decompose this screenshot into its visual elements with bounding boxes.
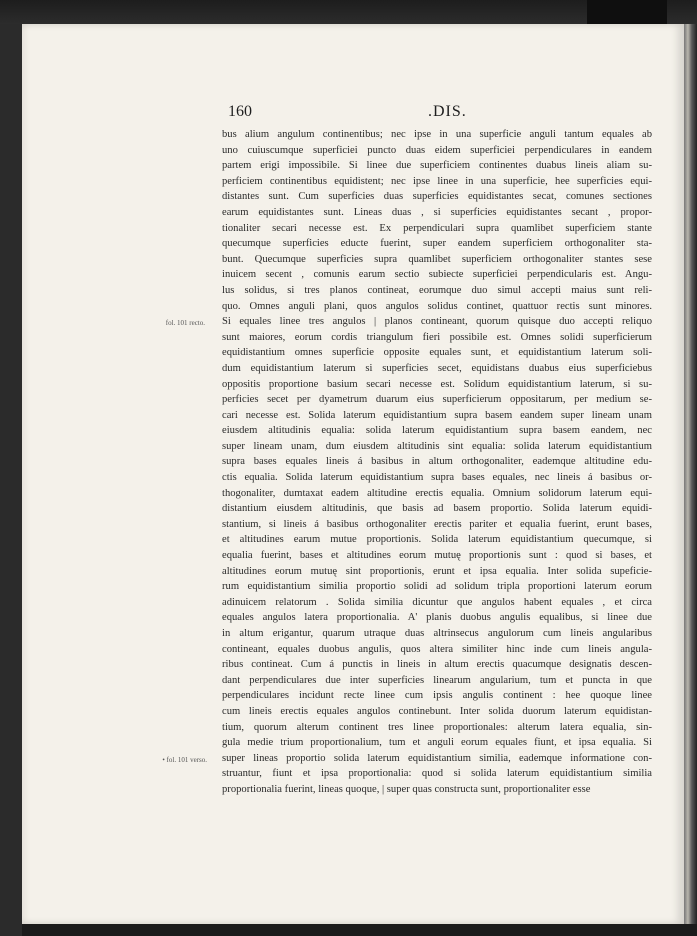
text-line: in altum erigantur, quarum utraque duas altrinsecus angulorum cum lineis angularibus bbox=[222, 628, 652, 639]
text-line: lus solidus, si tres planos contineat, eorumque duo simul accepti maius sunt reli- bbox=[222, 284, 652, 296]
page-number: 160 bbox=[228, 103, 252, 120]
text-line: equidistantium omnes superficie opposite equales sunt, et equidistantium laterum soli- bbox=[222, 347, 652, 359]
text-line: distantium eiusdem altitudinis, que basis ad basem proportio. Solida laterum equidi- bbox=[222, 503, 652, 515]
scan-background-bottom bbox=[22, 924, 697, 936]
text-line: perficies secet per dyametrum duarum eius superficierum oppositarum, per medium se- bbox=[222, 394, 652, 406]
text-line: supra bases equales lineis á basibus in altum orthogonaliter, eademque altitudine edu- bbox=[222, 456, 652, 468]
text-line: bunt. Quecumque superficies supra quamlibet superficiem orthogonaliter stantes sese bbox=[222, 253, 652, 265]
text-line: quecumque superficies educte fuerint, super eandem superficiem orthogonaliter sta- bbox=[222, 238, 652, 250]
text-line: super lineas proportio solida laterum equidistantium similia, eademque informatione con- bbox=[222, 752, 652, 764]
text-line: proportionalia fuerint, lineas quoque, | super quas constructa sunt, proportionaliter esse bbox=[222, 783, 591, 795]
text-line: bus alium angulum continentibus; nec ipse in una superficie anguli tantum equales ab bbox=[222, 129, 652, 140]
text-line: partem erigi impossibile. Si linee due superficiem continentes duabus lineis aliam su- bbox=[222, 160, 652, 172]
text-line: et altitudines earum mutue proportionis. Solida laterum equidistantium quecumque, si bbox=[222, 534, 652, 546]
text-line: sunt maiores, eorum cordis triangulum fieri possibile est. Omnes solidi superficierum bbox=[222, 331, 652, 343]
scan-dark-strip bbox=[587, 0, 667, 24]
text-line: super lineam unam, dum eiusdem altitudinis sint equalia: solida laterum equidistantium bbox=[222, 440, 652, 452]
text-line: gula medie trium proportionalium, tum et anguli eorum equales fiunt, et ipsa equalia. Si bbox=[222, 737, 652, 749]
text-line: inuicem secent , comunis earum sectio subiecte superficiei perpendicularis est. Angu- bbox=[222, 269, 652, 281]
page-edge bbox=[684, 24, 697, 924]
running-title: .DIS. bbox=[428, 103, 467, 120]
text-line: struantur, fiunt et ipsa proportionalia: quod si solida laterum equidistantium similia bbox=[222, 768, 652, 780]
text-line: ribus contineat. Cum á punctis in lineis in altum erectis quacumque designatis descen- bbox=[222, 659, 652, 671]
text-line: cari necesse est. Solida laterum equidistantium supra basem eandem super lineam unam bbox=[222, 409, 652, 421]
text-line: altitudines eorum mutuę sint proportionis, erunt et ipsa equalia. Inter solida supeficie- bbox=[222, 565, 652, 577]
text-line: ctis equalia. Solida laterum equidistantium supra bases equales, nec lineis á basibus or- bbox=[222, 472, 652, 484]
text-line: oppositis proportione basium secari necesse est. Solidum equidistantium laterum, si su- bbox=[222, 378, 652, 390]
text-line: equalia fuerint, bases et altitudines eorum mutuę proportionis sunt : quod si bases, et bbox=[222, 550, 652, 562]
text-line: dant perpendiculares due inter superficies linearum angularium, tum et puncta in que bbox=[222, 674, 652, 686]
text-line: stantium, si lineis á basibus orthogonaliter erectis pariter et equalia fuerint, erunt bases, bbox=[222, 518, 652, 530]
text-line: equales angulos latera proportionalia. A' planis duobus angulis equalibus, si linee due bbox=[222, 612, 652, 624]
margin-note: • fol. 101 verso. bbox=[162, 756, 207, 764]
page-header bbox=[228, 103, 652, 125]
text-line: thogonaliter, dumtaxat eadem altitudine erectis equalia. Omnium solidorum laterum equi- bbox=[222, 487, 652, 499]
text-line: contineant, equales duobus angulis, quos altera similiter hinc inde cum lineis angula- bbox=[222, 643, 652, 655]
text-line: adinuicem relatorum . Solida similia dicuntur que angulos habent equales , et circa bbox=[222, 596, 652, 608]
text-line: uno cuiuscumque superficiei puncto duas eidem superficiei perpendiculares in eandem bbox=[222, 144, 652, 156]
text-line: rum equidistantium similia proportio solidi ad solidum tripla proportioni laterum eorum bbox=[222, 581, 652, 593]
scan-background-top bbox=[0, 0, 697, 24]
text-line: distantes sunt. Cum superficies duas superficies equidistantes secat, comunes sectiones bbox=[222, 191, 652, 203]
text-line: earum equidistantes sunt. Lineas duas , si superficies equidistantes secant , propor- bbox=[222, 206, 652, 218]
text-line: Si equales linee tres angulos | planos contineant, quorum quisque duo accepti reliquo bbox=[222, 316, 652, 328]
text-line: cum lineis erectis equales angulos continebunt. Inter solida duorum laterum equidistan- bbox=[222, 705, 652, 717]
text-line: tium, quorum alterum continent tres linee proportionales: alterum latera equalia, sin- bbox=[222, 721, 652, 733]
text-line: perficiem continentibus equidistent; nec ipse linee in una superficie, hee superficies equi- bbox=[222, 175, 652, 187]
margin-note: fol. 101 recto. bbox=[165, 319, 205, 328]
text-line: dum equidistantium laterum si superficies secet, equidistans duabus eius superficiebus bbox=[222, 362, 652, 374]
text-line: perpendiculares incidunt recte linee cum ipsis angulis continent : hee quoque linee bbox=[222, 690, 652, 702]
text-line: tionaliter secari necesse est. Ex perpendiculari supra quamlibet superficiem stante bbox=[222, 222, 652, 234]
text-line: eiusdem altitudinis equalia: solida laterum equidistantium supra basem eandem, nec bbox=[222, 425, 652, 437]
text-line: quo. Omnes anguli plani, quos angulos solidus continet, quattuor rectis sunt minores. bbox=[222, 300, 652, 312]
body-text bbox=[222, 127, 652, 798]
